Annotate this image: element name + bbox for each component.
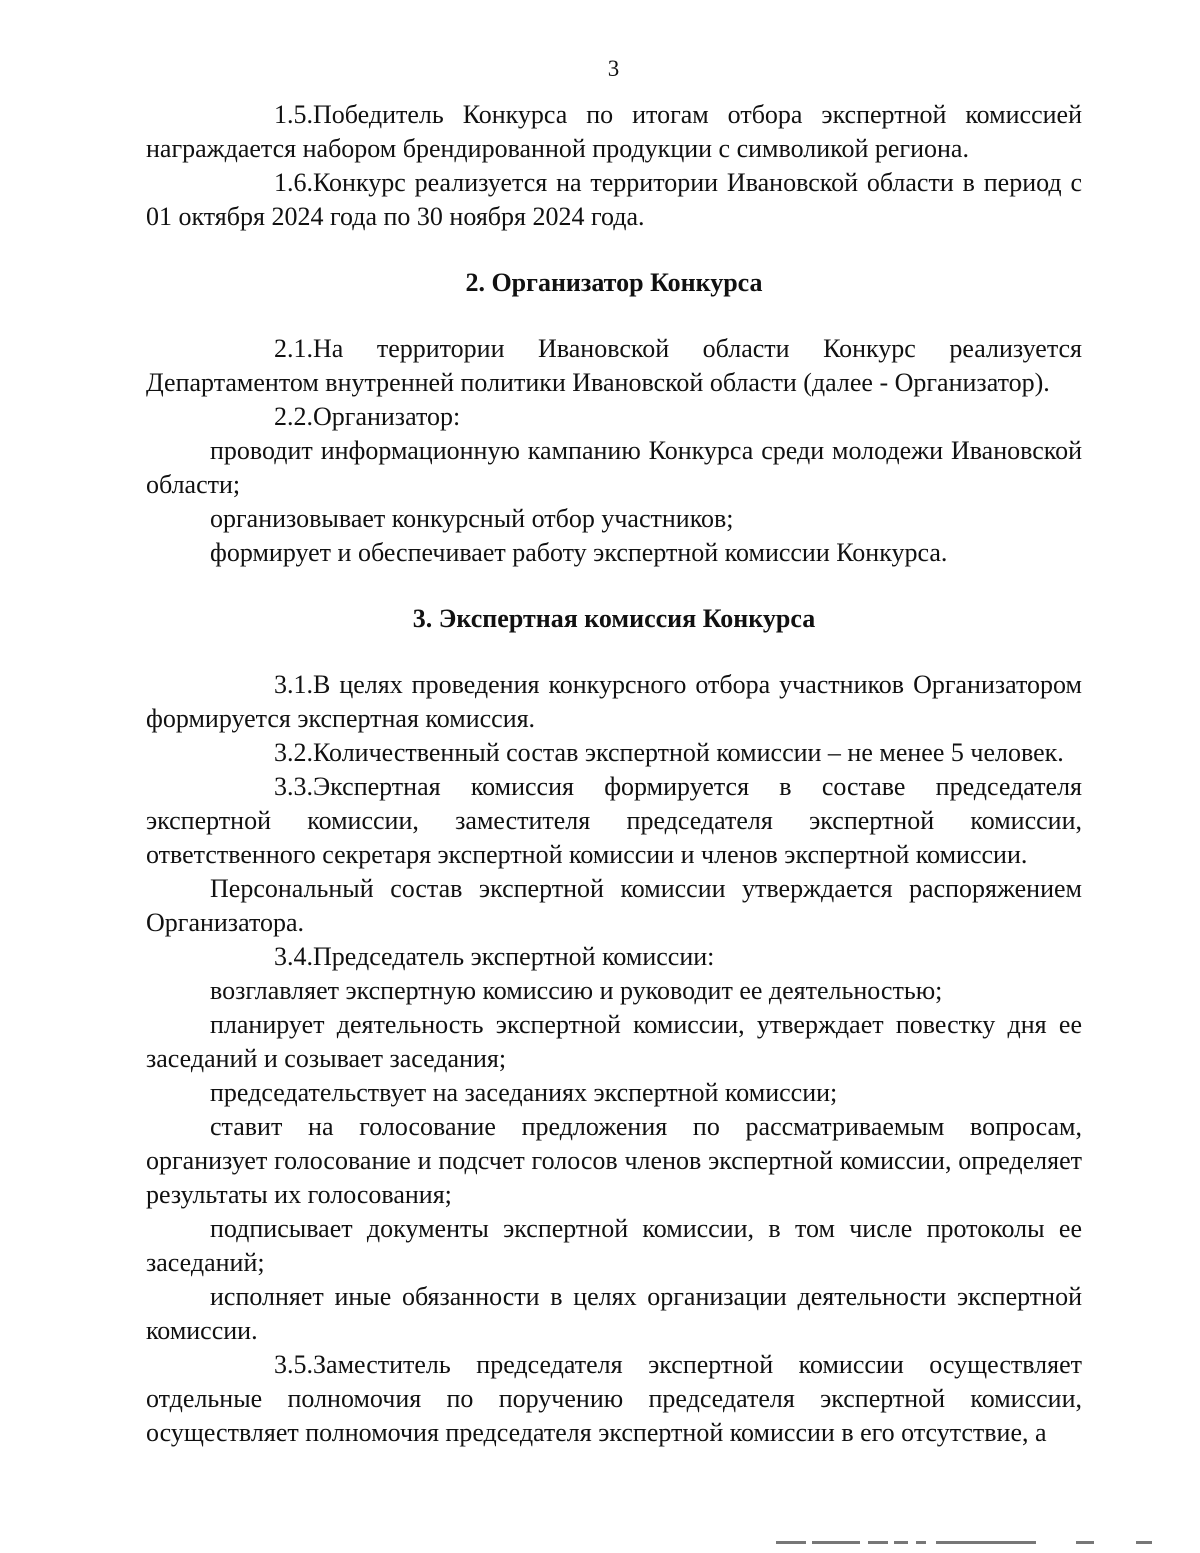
clause-1-6 [146, 166, 1082, 234]
clause-text: На территории Ивановской области Конкурс реализуется Департаментом внутренней политики Ивановской области (далее - Организатор). [146, 334, 1082, 397]
clause-3-4 [146, 940, 1082, 974]
clause-3-3 [146, 770, 1082, 872]
clause-number: 1.5. [274, 100, 313, 129]
clause-text: Председатель экспертной комиссии: [313, 942, 715, 971]
clause-2-2 [146, 400, 1082, 434]
clause-number: 2.1. [274, 334, 313, 363]
clause-1-5 [146, 98, 1082, 166]
chair-duty-2: планирует деятельность экспертной комиссии, утверждает повестку дня ее заседаний и созывает заседания; [146, 1010, 1082, 1073]
clause-text: Конкурс реализуется на территории Ивановской области в период с 01 октября 2024 года по 30 ноября 2024 года. [146, 168, 1082, 231]
clause-number: 1.6. [274, 168, 313, 197]
chair-duty-3: председательствует на заседаниях экспертной комиссии; [210, 1078, 838, 1107]
clause-text: В целях проведения конкурсного отбора участников Организатором формируется экспертная комиссия. [146, 670, 1082, 733]
clause-text: Победитель Конкурса по итогам отбора экспертной комиссией награждается набором брендированной продукции с символикой региона. [146, 100, 1082, 163]
scan-edge-marks [776, 1541, 1156, 1547]
organizer-duty-2: организовывает конкурсный отбор участников; [210, 504, 734, 533]
document-body [146, 98, 1082, 1450]
section-heading-commission: 3. Экспертная комиссия Конкурса [412, 604, 816, 633]
chair-duty-5: подписывает документы экспертной комиссии, в том числе протоколы ее заседаний; [146, 1214, 1082, 1277]
clause-number: 3.4. [274, 942, 313, 971]
clause-number: 3.5. [274, 1350, 313, 1379]
clause-number: 3.1. [274, 670, 313, 699]
clause-number: 3.3. [274, 772, 313, 801]
clause-2-1 [146, 332, 1082, 400]
clause-text: Заместитель председателя экспертной комиссии осуществляет отдельные полномочия по поручению председателя экспертной комиссии, осуществляет полномочия председателя экспертной комиссии в его отсутствие, а [146, 1350, 1082, 1447]
clause-3-5 [146, 1348, 1082, 1450]
clause-text: Экспертная комиссия формируется в составе председателя экспертной комиссии, заместителя председателя экспертной комиссии, ответственного секретаря экспертной комиссии и членов экспертной комиссии. [146, 772, 1082, 869]
chair-duty-6: исполняет иные обязанности в целях организации деятельности экспертной комиссии. [146, 1282, 1082, 1345]
organizer-duty-1: проводит информационную кампанию Конкурса среди молодежи Ивановской области; [146, 436, 1082, 499]
clause-text: Количественный состав экспертной комиссии – не менее 5 человек. [313, 738, 1064, 767]
clause-3-1 [146, 668, 1082, 736]
clause-3-2 [146, 736, 1082, 770]
section-heading-organizer: 2. Организатор Конкурса [465, 268, 763, 297]
chair-duty-1: возглавляет экспертную комиссию и руководит ее деятельностью; [210, 976, 943, 1005]
clause-text: Организатор: [313, 402, 461, 431]
clause-number: 2.2. [274, 402, 313, 431]
page-number: 3 [607, 56, 620, 81]
clause-number: 3.2. [274, 738, 313, 767]
chair-duty-4: ставит на голосование предложения по рассматриваемым вопросам, организует голосование и подсчет голосов членов экспертной комиссии, определяет результаты их голосования; [146, 1112, 1082, 1209]
commission-composition-note: Персональный состав экспертной комиссии утверждается распоряжением Организатора. [146, 874, 1082, 937]
organizer-duty-3: формирует и обеспечивает работу экспертной комиссии Конкурса. [210, 538, 948, 567]
